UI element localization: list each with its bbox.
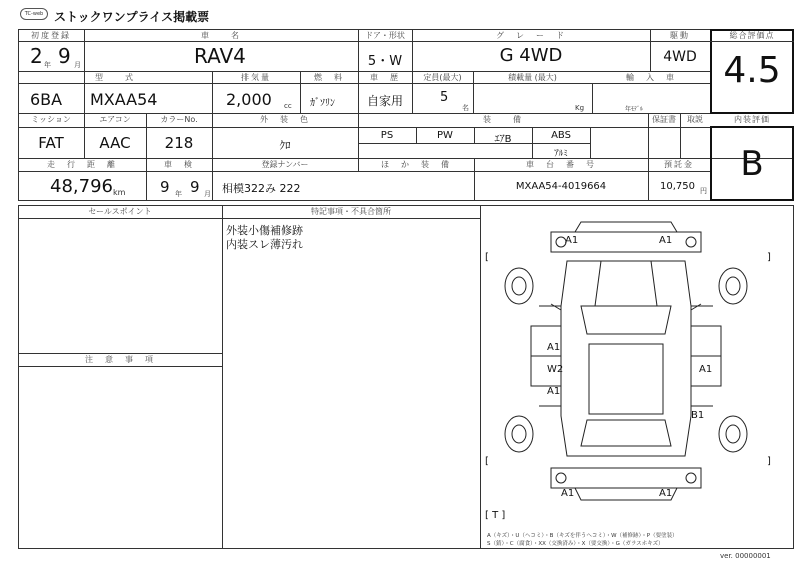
car-name: RAV4 <box>194 44 246 68</box>
first-reg-year: 2 <box>30 44 43 68</box>
label-door-shape: ドア・形状 <box>365 31 405 40</box>
deposit-unit: 円 <box>700 187 707 195</box>
legend-line-2: S（錆）・C（腐食）・XX（交換済み）・X（要交換）・G（ガラスホキズ） <box>487 541 664 547</box>
label-sales-point: セールスポイント <box>88 207 152 216</box>
aircon: AAC <box>99 134 131 152</box>
t-mark: [ T ] <box>485 510 506 521</box>
mark-door-a1: A1 <box>547 342 561 353</box>
label-color-no: カラーNo. <box>160 115 198 124</box>
equip-airbag: ｴｱB <box>494 134 512 145</box>
first-reg-year-unit: 年 <box>44 61 51 69</box>
version-text: ver. 00000001 <box>720 552 771 560</box>
remark-line-1: 外装小傷補修跡 <box>226 224 303 237</box>
exterior-color: ｸﾛ <box>279 139 291 152</box>
label-other-equipment: ほ か 装 備 <box>381 160 451 169</box>
label-warranty: 保証書 <box>652 115 676 124</box>
mark-door-w2: W2 <box>547 364 564 375</box>
inspection-year-unit: 年 <box>175 190 182 198</box>
label-exterior-color: 外 装 色 <box>260 115 310 124</box>
page-title: ストックワンプライス掲載票 <box>54 10 210 24</box>
label-capacity: 定員(最大) <box>423 73 462 82</box>
car-damage-diagram <box>481 206 793 548</box>
bracket-open-bottom: [ <box>485 456 489 467</box>
mark-rear-a1: A1 <box>561 488 575 499</box>
mark-right-a1: A1 <box>699 364 713 375</box>
inspection-month: 9 <box>190 178 200 196</box>
label-overall-score: 総合評価点 <box>729 31 775 40</box>
model-prefix: 6BA <box>30 90 63 109</box>
bracket-open-top: [ <box>485 252 489 263</box>
label-mileage: 走 行 距 離 <box>47 160 117 169</box>
legend-line-1: A（キズ）・U（ヘコミ）・B（キズを伴うヘコミ）・W（補修跡）・P（要塗装） <box>487 533 678 539</box>
mark-front-right: A1 <box>659 235 673 246</box>
fuel: ｶﾞｿﾘﾝ <box>310 98 335 109</box>
label-manual: 取説 <box>687 115 703 124</box>
capacity: 5 <box>440 90 449 105</box>
interior-score: B <box>740 144 764 184</box>
label-load-capacity: 積載量 (最大) <box>508 73 557 82</box>
equip-alumi: ｱﾙﾐ <box>554 149 568 159</box>
label-car-name: 車 名 <box>201 31 241 40</box>
label-history: 車 歴 <box>370 73 400 82</box>
mileage-unit: km <box>113 188 126 197</box>
mission: FAT <box>38 134 64 152</box>
label-first-reg: 初度登録 <box>31 31 71 40</box>
equip-abs: ABS <box>551 130 571 141</box>
label-aircon: エアコン <box>99 115 131 124</box>
history: 自家用 <box>366 94 403 108</box>
label-displacement: 排気量 <box>241 73 271 82</box>
load-unit: Kg <box>575 104 585 112</box>
chassis-no: MXAA54-4019664 <box>515 181 607 192</box>
mark-right-b1: B1 <box>691 410 705 421</box>
mark-door-a1b: A1 <box>547 386 561 397</box>
logo-text: TC-web <box>24 11 44 17</box>
mark-front-left: A1 <box>565 235 579 246</box>
inspection-year: 9 <box>160 178 170 196</box>
first-reg-month: 9 <box>58 44 71 68</box>
label-model-type: 型 式 <box>95 73 135 82</box>
overall-score: 4.5 <box>723 50 781 91</box>
label-notes: 注 意 事 項 <box>85 355 155 364</box>
label-fuel: 燃 料 <box>314 73 344 82</box>
first-reg-month-unit: 月 <box>74 61 81 69</box>
label-mission: ミッション <box>31 115 71 124</box>
label-plate: 登録ナンバー <box>261 160 309 169</box>
bracket-close-bottom: ] <box>767 456 771 467</box>
door-shape: 5・W <box>367 54 403 69</box>
remark-line-2: 内装スレ薄汚れ <box>226 238 303 251</box>
plate: 相模322み 222 <box>222 182 301 195</box>
label-import: 輸 入 車 <box>626 73 676 82</box>
logo <box>20 8 48 20</box>
displacement-unit: cc <box>284 102 292 110</box>
label-grade: グ レ ー ド <box>496 31 566 40</box>
model: MXAA54 <box>90 90 158 109</box>
displacement: 2,000 <box>226 90 272 109</box>
grade: G 4WD <box>499 45 563 66</box>
equip-ps: PS <box>380 130 394 141</box>
label-chassis-no: 車 台 番 号 <box>526 160 596 169</box>
color-no: 218 <box>164 134 194 152</box>
label-interior-score: 内装評価 <box>734 115 770 124</box>
mileage: 48,796 <box>50 176 113 197</box>
label-deposit: 預託金 <box>664 160 694 169</box>
equip-pw: PW <box>437 130 453 141</box>
import-model-year: 年ﾓﾃﾞﾙ <box>625 106 644 113</box>
mark-rear-right-a1: A1 <box>659 488 673 499</box>
inspection-month-unit: 月 <box>204 190 211 198</box>
label-inspection: 車 検 <box>164 160 194 169</box>
bracket-close-top: ] <box>767 252 771 263</box>
capacity-unit: 名 <box>462 104 469 112</box>
deposit: 10,750 <box>660 181 695 192</box>
label-equipment: 装 備 <box>483 115 523 124</box>
label-drive: 駆動 <box>670 31 690 40</box>
label-remarks: 特記事項・不具合箇所 <box>311 207 391 216</box>
drive: 4WD <box>663 49 697 65</box>
